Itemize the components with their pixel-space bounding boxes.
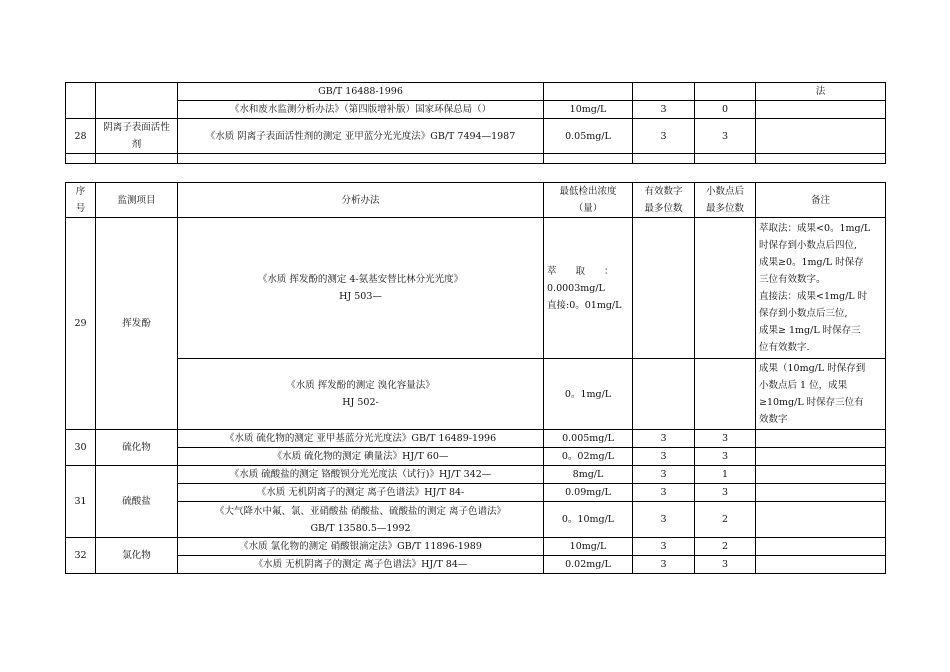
note-cell (756, 538, 886, 556)
note-cell: 成果（10mg/L 时保存到 小数点后 1 位，成果 ≥10mg/L 时保存三位有 效数字 (756, 359, 886, 430)
sig-cell (633, 83, 695, 101)
dec-cell: 1 (695, 466, 756, 484)
note-cell (756, 101, 886, 119)
dec-cell (695, 83, 756, 101)
no-cell: 31 (66, 466, 96, 538)
method-cell: 《水质 挥发酚的测定 溴化容量法》 HJ 502- (178, 359, 544, 430)
dec-cell: 3 (695, 448, 756, 466)
method-cell: 《水质 无机阴离子的测定 离子色谱法》HJ/T 84- (178, 484, 544, 502)
note-cell (756, 448, 886, 466)
table-row (66, 83, 886, 101)
dec-cell (695, 359, 756, 430)
method-cell: 《水和废水监测分析办法》（第四版增补版）国家环保总局（） (178, 101, 544, 119)
no-cell: 28 (66, 119, 96, 154)
table-row (66, 502, 886, 538)
detection-cell: 0。02mg/L (544, 448, 633, 466)
item-cell: 硫酸盐 (96, 466, 178, 538)
table-row (66, 154, 886, 164)
method-cell: 《大气降水中氟、氯、亚硝酸盐 硝酸盐、硫酸盐的测定 离子色谱法》 GB/T 13580.5—1992 (178, 502, 544, 538)
method-cell: 《水质 硫酸盐的测定 铬酸钡分光光度法（试行)》HJ/T 342— (178, 466, 544, 484)
empty-cell (756, 154, 886, 164)
dec-cell: 3 (695, 484, 756, 502)
dec-cell (695, 218, 756, 359)
dec-cell: 3 (695, 430, 756, 448)
sig-cell: 3 (633, 430, 695, 448)
empty-cell (66, 154, 96, 164)
no-cell (66, 83, 96, 119)
note-cell (756, 502, 886, 538)
dec-cell: 2 (695, 502, 756, 538)
sig-cell: 3 (633, 101, 695, 119)
method-cell: GB/T 16488-1996 (178, 83, 544, 101)
empty-cell (695, 154, 756, 164)
header-sig: 有效数字 最多位数 (633, 183, 695, 218)
header-note: 备注 (756, 183, 886, 218)
detection-cell (544, 83, 633, 101)
no-cell: 32 (66, 538, 96, 574)
sig-cell: 3 (633, 119, 695, 154)
method-cell: 《水质 无机阴离子的测定 离子色谱法》HJ/T 84— (178, 556, 544, 574)
note-cell (756, 466, 886, 484)
empty-cell (96, 154, 178, 164)
item-cell: 硫化物 (96, 430, 178, 466)
sig-cell (633, 359, 695, 430)
table-row (66, 556, 886, 574)
item-cell (96, 83, 178, 119)
table-row (66, 119, 886, 154)
header-dec: 小数点后 最多位数 (695, 183, 756, 218)
detection-cell: 0。1mg/L (544, 359, 633, 430)
item-cell: 阴离子表面活性剂 (96, 119, 178, 154)
method-cell: 《水质 挥发酚的测定 4-氨基安替比林分光光度》 HJ 503— (178, 218, 544, 359)
header-no: 序 号 (66, 183, 96, 218)
item-cell: 挥发酚 (96, 218, 178, 430)
detection-cell: 10mg/L (544, 101, 633, 119)
detection-cell: 0.02mg/L (544, 556, 633, 574)
table-row (66, 430, 886, 448)
sig-cell: 3 (633, 538, 695, 556)
method-cell: 《水质 阴离子表面活性剂的测定 亚甲蓝分光光度法》GB/T 7494—1987 (178, 119, 544, 154)
note-cell (756, 484, 886, 502)
header-method: 分析办法 (178, 183, 544, 218)
note-cell (756, 556, 886, 574)
table-row (66, 101, 886, 119)
header-detection: 最低检出浓度 （量） (544, 183, 633, 218)
empty-cell (544, 154, 633, 164)
sig-cell: 3 (633, 448, 695, 466)
note-cell (756, 119, 886, 154)
method-cell: 《水质 硫化物的测定 碘量法》HJ/T 60— (178, 448, 544, 466)
empty-cell (178, 154, 544, 164)
detection-cell: 0.09mg/L (544, 484, 633, 502)
detection-cell: 0.005mg/L (544, 430, 633, 448)
no-cell: 30 (66, 430, 96, 466)
header-item: 监测项目 (96, 183, 178, 218)
detection-cell: 10mg/L (544, 538, 633, 556)
dec-cell: 3 (695, 119, 756, 154)
dec-cell: 3 (695, 556, 756, 574)
table-row (66, 218, 886, 359)
detection-cell: 8mg/L (544, 466, 633, 484)
dec-cell: 2 (695, 538, 756, 556)
table-continuation (65, 82, 886, 164)
sig-cell (633, 218, 695, 359)
no-cell: 29 (66, 218, 96, 430)
note-cell: 萃取法：成果<0。1mg/L 时保存到小数点后四位, 成果≥0。1mg/L 时保存 三位有效数字。 直接法：成果<1mg/L 时 保存到小数点后三位, 成果≥ 1mg/L 时保存三 位有效数字. (756, 218, 886, 359)
table-row (66, 484, 886, 502)
table-row (66, 359, 886, 430)
sig-cell: 3 (633, 466, 695, 484)
table-header-row (66, 183, 886, 218)
table-row (66, 538, 886, 556)
table-methods (65, 182, 886, 574)
dec-cell: 0 (695, 101, 756, 119)
sig-cell: 3 (633, 484, 695, 502)
sig-cell: 3 (633, 556, 695, 574)
method-cell: 《水质 氯化物的测定 硝酸银滴定法》GB/T 11896-1989 (178, 538, 544, 556)
table-row (66, 448, 886, 466)
empty-cell (633, 154, 695, 164)
sig-cell: 3 (633, 502, 695, 538)
detection-cell: 0。10mg/L (544, 502, 633, 538)
detection-cell: 萃 取 ： 0.0003mg/L 直接:0。01mg/L (544, 218, 633, 359)
item-cell: 氯化物 (96, 538, 178, 574)
note-cell: 法 (756, 83, 886, 101)
detection-cell: 0.05mg/L (544, 119, 633, 154)
method-cell: 《水质 硫化物的测定 亚甲基蓝分光光度法》GB/T 16489-1996 (178, 430, 544, 448)
table-row (66, 466, 886, 484)
note-cell (756, 430, 886, 448)
